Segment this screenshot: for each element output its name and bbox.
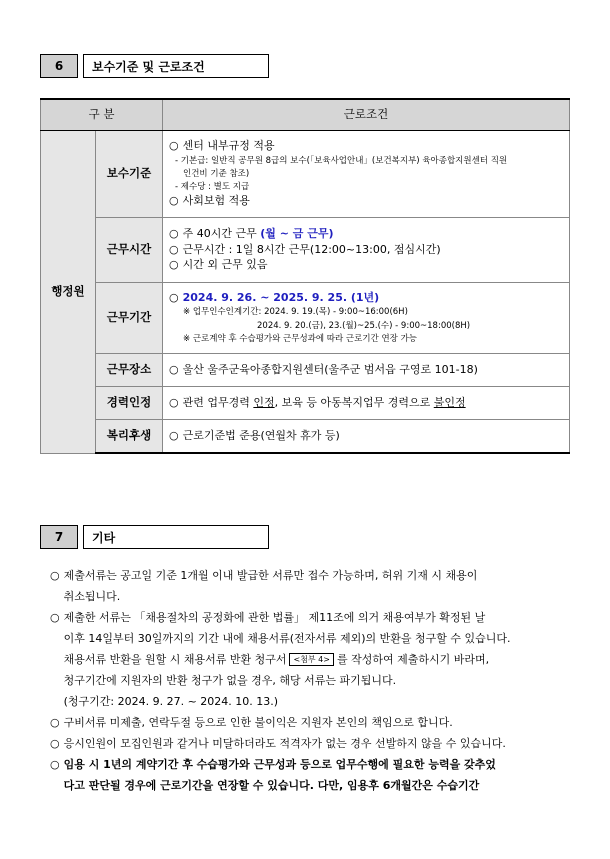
bullet-circle: ○ [50,737,60,750]
table-header-row [41,99,570,131]
row-label-period: 근무기간 [96,283,163,354]
period-line1: 2024. 9. 26. ~ 2025. 9. 25. (1년) [182,290,380,304]
table-row [41,218,570,283]
item5-line-b: 다고 판단될 경우에 근로기간을 연장할 수 있습니다. 다만, 임용후 6개월간은 수습기간 [63,779,480,792]
period-note2: 2024. 9. 20.(금), 23.(월)~25.(수) - 9:00~18:00(8H) [257,320,471,331]
period-note1: ※ 업무인수인계기간: 2024. 9. 19.(목) - 9:00~16:00(6H) [183,307,408,318]
etc-list [50,565,570,796]
bullet-circle: ○ [169,258,179,272]
career-not-recognized: 불인정 [433,395,466,409]
welfare-line1: 근로기준법 준용(연월차 휴가 등) [182,428,340,442]
hours-line3: 시간 외 근무 있음 [182,258,268,272]
section-7-header [40,525,269,549]
bullet-circle: ○ [169,194,179,208]
item5-line-a: 임용 시 1년의 계약기간 후 수습평가와 근무성과 등으로 업무수행에 필요한 능력을 갖추었 [63,758,496,771]
period-content [163,283,570,354]
pay-content [163,131,570,218]
career-recognized: 인정 [253,395,275,409]
item1-line-a: 제출서류는 공고일 기준 1개월 이내 발급한 서류만 접수 가능하며, 허위 기재 시 채용이 [63,569,478,582]
table-row [41,387,570,420]
table-row [41,354,570,387]
table-row [41,283,570,354]
bullet-circle: ○ [169,395,179,409]
section-6-header [40,54,269,78]
item2-line-c-post: 를 작성하여 제출하시기 바라며, [336,653,490,666]
item1-line-b: 취소됩니다. [63,590,121,603]
row-label-hours: 근무시간 [96,218,163,283]
bullet-circle: ○ [169,428,179,442]
list-item [50,565,570,607]
bullet-circle: ○ [169,138,179,152]
career-pre: 관련 업무경력 [182,395,254,409]
hours-content [163,218,570,283]
pay-note1b: 인건비 기준 참조) [183,168,250,179]
item4-text: 응시인원이 모집인원과 같거나 미달하더라도 적격자가 없는 경우 선발하지 않을 수 있습니다. [63,737,506,750]
list-item [50,607,570,712]
pay-line2: 사회보험 적용 [182,194,250,208]
welfare-content [163,420,570,454]
header-conditions: 근로조건 [163,99,570,131]
item2-line-e: (청구기간: 2024. 9. 27. ~ 2024. 10. 13.) [63,695,279,708]
list-item [50,712,570,733]
bullet-circle: ○ [50,758,60,771]
hours-line1: 주 40시간 근무 [182,226,261,240]
item2-line-b: 이후 14일부터 30일까지의 기간 내에 채용서류(전자서류 제외)의 반환을 청구할 수 있습니다. [63,632,511,645]
attachment-ref: <첨부 4> [289,653,334,666]
career-content [163,387,570,420]
bullet-circle: ○ [169,362,179,376]
pay-note1a: - 기본급: 일반직 공무원 8급의 보수(「보육사업안내」(보건복지부) 육아종합지원센터 직원 [175,155,508,166]
pay-note2: - 제수당 : 별도 지급 [175,182,250,193]
bullet-circle: ○ [169,290,179,304]
row-label-career: 경력인정 [96,387,163,420]
period-note3: ※ 근로계약 후 수습평가와 근무성과에 따라 근로기간 연장 가능 [183,334,418,345]
item2-line-a: 제출한 서류는 「채용절차의 공정화에 관한 법률」 제11조에 의거 채용여부가 확정된 날 [63,611,486,624]
working-conditions-table [40,98,570,454]
bullet-circle: ○ [169,226,179,240]
table-row [41,131,570,218]
row-label-pay: 보수기준 [96,131,163,218]
section-title: 기타 [83,525,269,549]
pay-line1: 센터 내부규정 적용 [182,138,275,152]
bullet-circle: ○ [169,242,179,256]
career-mid: , 보육 등 아동복지업무 경력으로 [274,395,434,409]
item2-line-c-pre: 채용서류 반환을 원할 시 채용서류 반환 청구서 [63,653,287,666]
list-item [50,733,570,754]
bullet-circle: ○ [50,716,60,729]
section-number: 6 [40,54,78,78]
hours-days: (월 ~ 금 근무) [260,226,334,240]
list-item [50,754,570,796]
section-title: 보수기준 및 근로조건 [83,54,269,78]
bullet-circle: ○ [50,569,60,582]
place-content [163,354,570,387]
row-label-place: 근무장소 [96,354,163,387]
place-line1: 울산 울주군육아종합지원센터(울주군 범서읍 구영로 101-18) [182,362,478,376]
hours-line2: 근무시간 : 1일 8시간 근무(12:00~13:00, 점심시간) [182,242,441,256]
row-label-welfare: 복리후생 [96,420,163,454]
item3-text: 구비서류 미제출, 연락두절 등으로 인한 불이익은 지원자 본인의 책임으로 합니다. [63,716,453,729]
category-cell: 행정원 [41,131,96,454]
item2-line-d: 청구기간에 지원자의 반환 청구가 없을 경우, 해당 서류는 파기됩니다. [63,674,397,687]
table-row [41,420,570,454]
bullet-circle: ○ [50,611,60,624]
section-number: 7 [40,525,78,549]
header-category: 구 분 [41,99,163,131]
